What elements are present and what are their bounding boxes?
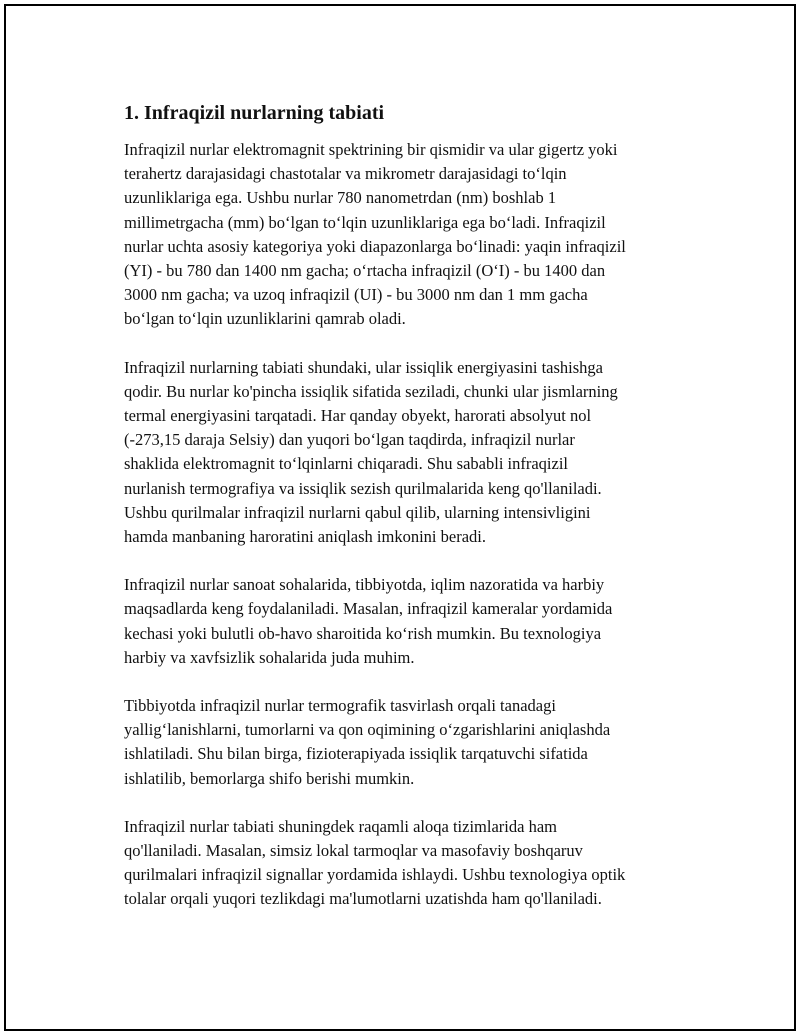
text-line: Infraqizil nurlarning tabiati shundaki, ular issiqlik energiyasini tashishga <box>124 357 604 377</box>
text-line: boʻlgan toʻlqin uzunliklarini qamrab oladi. <box>124 309 406 329</box>
document-body <box>124 100 694 936</box>
text-line: yalligʻlanishlarni, tumorlarni va qon oqimining oʻzgarishlarini aniqlashda <box>124 720 611 740</box>
text-line: uzunliklariga ega. Ushbu nurlar 780 nanometrdan (nm) boshlab 1 <box>124 188 557 208</box>
text-line: Infraqizil nurlar elektromagnit spektrining bir qismidir va ular gigertz yoki <box>124 140 618 159</box>
text-line: 3000 nm gacha; va uzoq infraqizil (UI) - bu 3000 nm dan 1 mm gacha <box>124 285 588 305</box>
text-line: maqsadlarda keng foydalaniladi. Masalan, infraqizil kameralar yordamida <box>124 599 613 619</box>
text-line: terahertz darajasidagi chastotalar va mikrometr darajasidagi toʻlqin <box>124 164 567 184</box>
text-line: harbiy va xavfsizlik sohalarida juda muhim. <box>124 647 415 667</box>
text-line: Infraqizil nurlar tabiati shuningdek raqamli aloqa tizimlarida ham <box>124 816 557 836</box>
page-frame <box>4 4 796 1031</box>
paragraph-4 <box>124 694 694 791</box>
paragraph-1 <box>124 138 694 332</box>
text-line: termal energiyasini tarqatadi. Har qanday obyekt, harorati absolyut nol <box>124 406 592 426</box>
text-line: qodir. Bu nurlar ko'pincha issiqlik sifatida seziladi, chunki ular jismlarning <box>124 381 618 401</box>
section-heading: 1. Infraqizil nurlarning tabiati <box>124 102 385 124</box>
text-line: tolalar orqali yuqori tezlikdagi ma'lumotlarni uzatishda ham qo'llaniladi. <box>124 889 602 909</box>
text-line: nurlanish termografiya va issiqlik sezish qurilmalarida keng qo'llaniladi. <box>124 478 602 498</box>
text-line: Infraqizil nurlar sanoat sohalarida, tibbiyotda, iqlim nazoratida va harbiy <box>124 575 605 595</box>
text-line: Tibbiyotda infraqizil nurlar termografik tasvirlash orqali tanadagi <box>124 696 556 716</box>
paragraph-5 <box>124 815 694 912</box>
text-line: (YI) - bu 780 dan 1400 nm gacha; oʻrtacha infraqizil (OʻI) - bu 1400 dan <box>124 261 606 281</box>
text-line: (-273,15 daraja Selsiy) dan yuqori boʻlgan taqdirda, infraqizil nurlar <box>124 430 575 450</box>
text-line: kechasi yoki bulutli ob-havo sharoitida koʻrish mumkin. Bu texnologiya <box>124 623 602 643</box>
text-line: ishlatiladi. Shu bilan birga, fizioterapiyada issiqlik tarqatuvchi sifatida <box>124 744 588 764</box>
text-line: Ushbu qurilmalar infraqizil nurlarni qabul qilib, ularning intensivligini <box>124 502 591 522</box>
text-line: shaklida elektromagnit toʻlqinlarni chiqaradi. Shu sababli infraqizil <box>124 454 569 474</box>
text-line: qo'llaniladi. Masalan, simsiz lokal tarmoqlar va masofaviy boshqaruv <box>124 841 583 861</box>
paragraph-2 <box>124 356 694 550</box>
text-line: nurlar uchta asosiy kategoriya yoki diapazonlarga boʻlinadi: yaqin infraqizil <box>124 236 626 256</box>
text-line: ishlatilib, bemorlarga shifo berishi mumkin. <box>124 768 415 788</box>
paragraph-3 <box>124 573 694 670</box>
text-line: qurilmalari infraqizil signallar yordamida ishlaydi. Ushbu texnologiya optik <box>124 865 626 885</box>
text-line: millimetrgacha (mm) boʻlgan toʻlqin uzunliklariga ega boʻladi. Infraqizil <box>124 212 606 232</box>
text-line: hamda manbaning haroratini aniqlash imkonini beradi. <box>124 527 486 547</box>
